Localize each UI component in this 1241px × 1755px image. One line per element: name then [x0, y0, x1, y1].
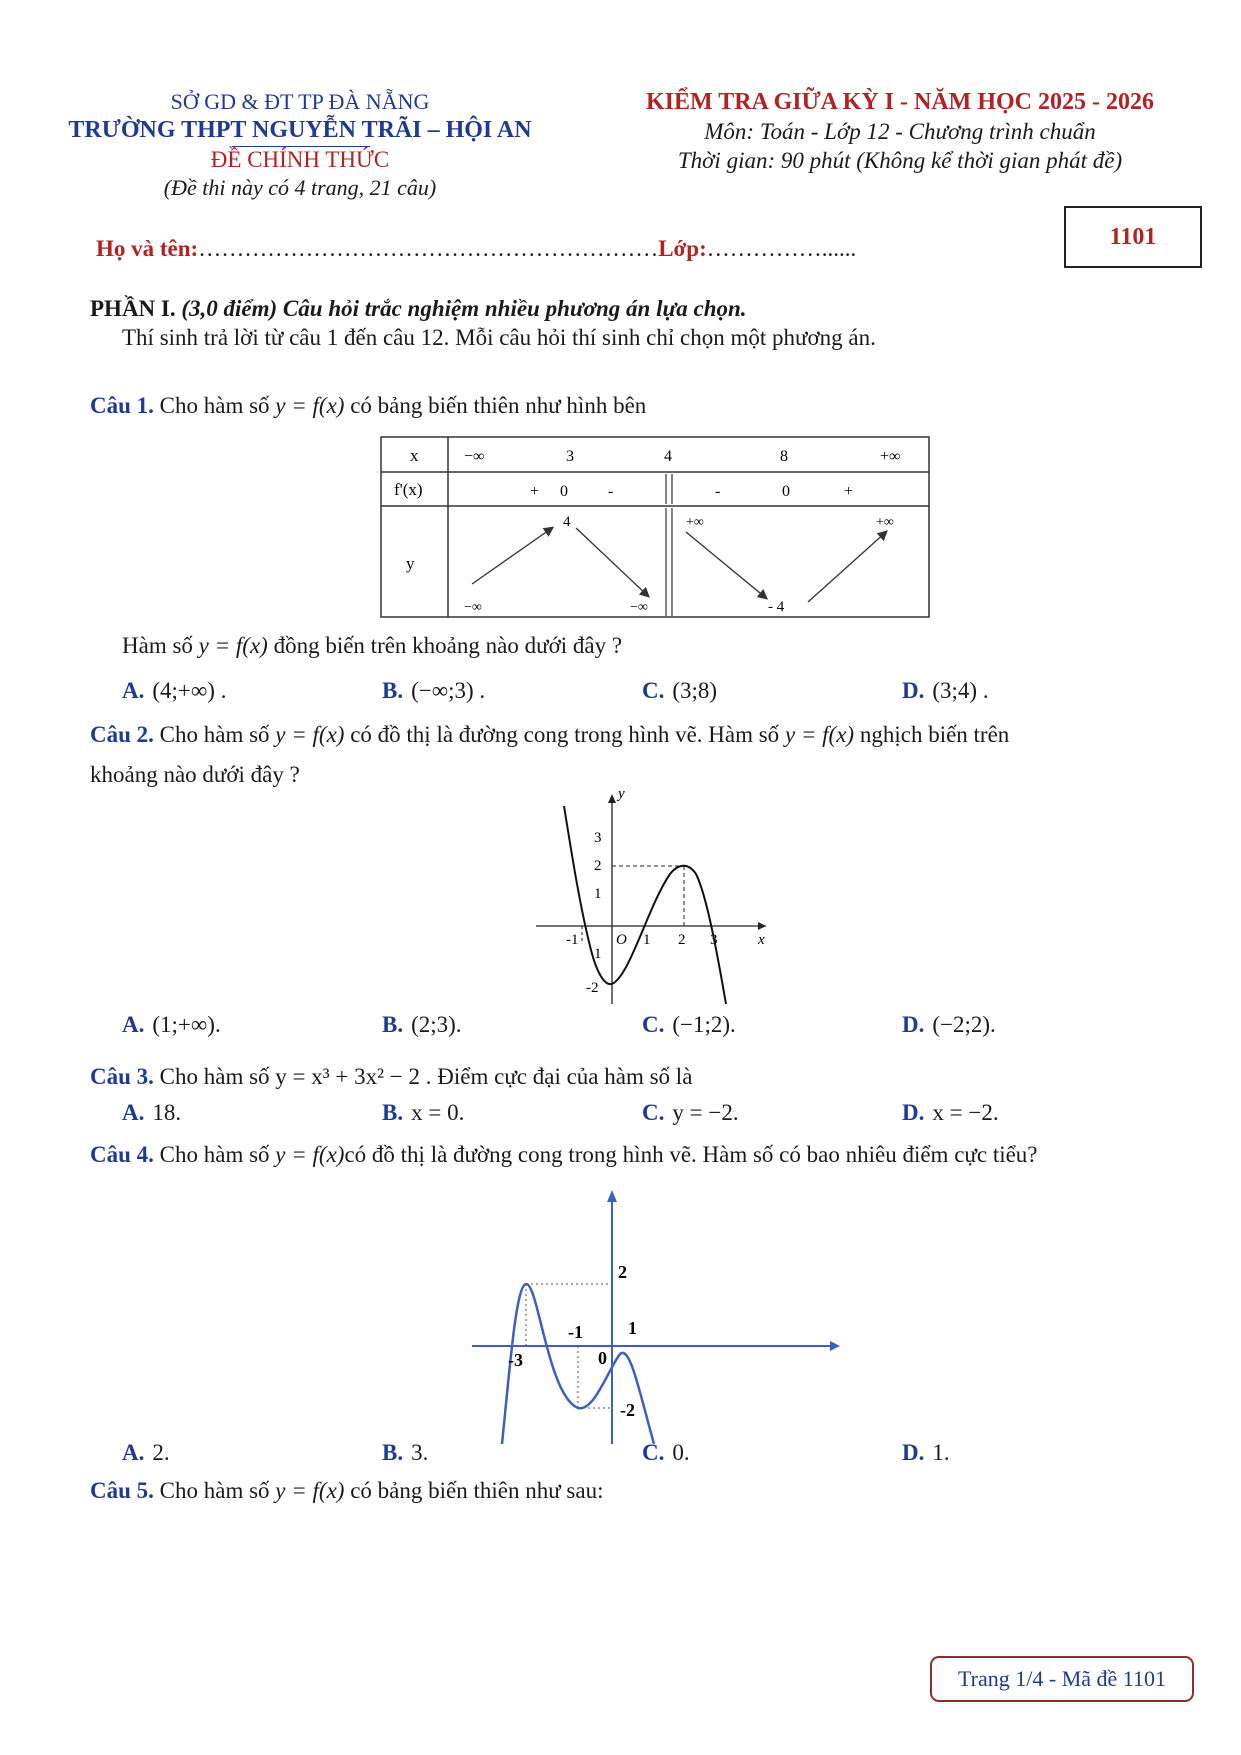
q2-tick-y-3: 3 [594, 830, 602, 846]
q2-func-1: y = f(x) [275, 722, 345, 747]
q3-post: . Điểm cực đại của hàm số là [425, 1064, 693, 1089]
vt-arrow-down-1 [576, 528, 648, 596]
q3-formula: y = x³ + 3x² − 2 [275, 1064, 421, 1089]
q2-option-d[interactable]: D. (−2;2). [902, 1012, 996, 1037]
q1-ask-pre: Hàm số [122, 633, 193, 658]
q3-option-a[interactable]: A. 18. [122, 1100, 182, 1125]
q4-option-b[interactable]: B. 3. [382, 1440, 429, 1465]
q1-option-b[interactable]: B. (−∞;3) . [382, 678, 486, 703]
exam-title: KIỂM TRA GIỮA KỲ I - NĂM HỌC 2025 - 2026 [645, 89, 1154, 115]
q1-option-d[interactable]: D. (3;4) . [902, 678, 989, 703]
q4-y-arrow [607, 1190, 617, 1202]
vt-y-label: y [406, 554, 415, 573]
q1-variation-table [380, 436, 930, 618]
official-label: ĐỀ CHÍNH THỨC [210, 147, 390, 172]
vt-arrow-up-2 [808, 532, 886, 602]
q5-number: Câu 5. [90, 1478, 154, 1503]
question-2 [90, 722, 1190, 748]
q1-pre: Cho hàm số [159, 393, 270, 418]
q4-label-neg1: -1 [568, 1322, 583, 1342]
q3-option-c[interactable]: C. y = −2. [642, 1100, 739, 1125]
q4-post: có đồ thị là đường cong trong hình vẽ. Hàm số có bao nhiêu điểm cực tiểu? [344, 1142, 1038, 1167]
q3-option-d[interactable]: D. x = −2. [902, 1100, 999, 1125]
name-dots: …………………………………………………… [198, 236, 659, 261]
name-label: Họ và tên: [96, 236, 199, 261]
student-info-line [96, 236, 856, 262]
q2-tick-x-2: 2 [678, 932, 686, 948]
q4-number: Câu 4. [90, 1142, 154, 1167]
vt-x-1: 3 [566, 448, 574, 465]
q2-func-2: y = f(x) [784, 722, 855, 747]
q2-y-arrow [608, 794, 616, 803]
q1-option-a[interactable]: A. (4;+∞) . [122, 678, 227, 703]
q2-tick-x-3: 3 [710, 932, 718, 948]
q4-pre: Cho hàm số [159, 1142, 270, 1167]
vt-y-min: - 4 [768, 599, 785, 615]
pages-note: (Đề thi này có 4 trang, 21 câu) [163, 175, 437, 200]
q4-x-arrow [830, 1341, 840, 1351]
q2-tick-y-neg2: -2 [586, 980, 599, 996]
q4-option-d[interactable]: D. 1. [902, 1440, 950, 1465]
q2-number: Câu 2. [90, 722, 154, 747]
vt-fp-2: - [608, 483, 614, 500]
question-3 [90, 1064, 692, 1090]
question-1 [90, 393, 646, 419]
q5-func: y = f(x) [275, 1478, 345, 1503]
vt-fp-4: 0 [782, 483, 790, 500]
class-dots: ……………...... [706, 236, 857, 261]
vt-y-pos-inf-right: +∞ [876, 515, 894, 530]
header-right [610, 88, 1190, 175]
dept-name: SỞ GD & ĐT TP ĐÀ NẴNG [170, 89, 430, 114]
class-label: Lớp: [658, 236, 707, 261]
q2-post: nghịch biến trên [859, 722, 1010, 747]
q2-y-label: y [618, 786, 625, 802]
q2-mid: có đồ thị là đường cong trong hình vẽ. Hàm số [350, 722, 780, 747]
time-line: Thời gian: 90 phút (Không kể thời gian phát đề) [677, 148, 1123, 173]
q5-post: có bảng biến thiên như sau: [350, 1478, 604, 1503]
q2-tick-y-neg1: 1 [594, 946, 602, 962]
q1-ask [122, 633, 622, 659]
page-footer: Trang 1/4 - Mã đề 1101 [930, 1656, 1194, 1702]
q4-label-0: 0 [598, 1348, 607, 1368]
vt-arrow-down-2 [686, 532, 766, 598]
q2-option-a[interactable]: A. (1;+∞). [122, 1012, 221, 1037]
q2-graph [530, 786, 780, 1006]
part1-label: PHẦN I. [90, 296, 176, 321]
question-4 [90, 1142, 1038, 1168]
q2-origin: O [616, 932, 627, 948]
q1-ask-text: đồng biến trên khoảng nào dưới đây ? [273, 633, 623, 658]
q1-func: y = f(x) [275, 393, 345, 418]
q2-x-label: x [758, 932, 765, 948]
q2-tick-x-1: 1 [643, 932, 651, 948]
vt-fp-3: - [715, 483, 721, 500]
exam-code-box: 1101 [1064, 206, 1202, 268]
q3-number: Câu 3. [90, 1064, 154, 1089]
vt-x-label: x [410, 446, 419, 465]
q1-post: có bảng biến thiên như hình bên [350, 393, 647, 418]
q5-pre: Cho hàm số [159, 1478, 270, 1503]
q2-pre: Cho hàm số [159, 722, 270, 747]
vt-arrow-up-1 [472, 528, 552, 584]
q2-curve [564, 806, 726, 1004]
q2-tick-x-neg1: -1 [566, 932, 579, 948]
vt-fp-0: + [530, 483, 540, 500]
vt-x-0: −∞ [464, 448, 485, 465]
q1-option-c[interactable]: C. (3;8) [642, 678, 718, 703]
vt-y-neg-inf-left: −∞ [464, 600, 482, 615]
part1-instruction: Thí sinh trả lời từ câu 1 đến câu 12. Mỗi câu hỏi thí sinh chỉ chọn một phương án. [122, 325, 876, 350]
q4-option-c[interactable]: C. 0. [642, 1440, 690, 1465]
subject-line: Môn: Toán - Lớp 12 - Chương trình chuẩn [704, 119, 1096, 144]
q4-func: y = f(x) [275, 1142, 345, 1167]
vt-fp-label: f'(x) [394, 480, 423, 499]
q2-x-arrow [758, 922, 766, 930]
vt-x-4: +∞ [880, 448, 901, 465]
q2-line2: khoảng nào dưới đây ? [90, 762, 300, 787]
vt-y-pos-inf-left: +∞ [686, 515, 704, 530]
q3-pre: Cho hàm số [159, 1064, 270, 1089]
q4-label-1: 1 [628, 1318, 637, 1338]
header-left [60, 88, 540, 202]
q1-ask-func: y = f(x) [198, 633, 268, 658]
q4-label-2: 2 [618, 1262, 627, 1282]
vt-y-max: 4 [563, 514, 571, 530]
part1-desc: (3,0 điểm) Câu hỏi trắc nghiệm nhiều phương án lựa chọn. [181, 296, 747, 321]
q2-option-b[interactable]: B. (2;3). [382, 1012, 462, 1037]
q1-number: Câu 1. [90, 393, 154, 418]
q4-label-neg2: -2 [620, 1400, 635, 1420]
q2-tick-y-1: 1 [594, 886, 602, 902]
vt-y-neg-inf-right: −∞ [630, 600, 648, 615]
q2-option-c[interactable]: C. (−1;2). [642, 1012, 736, 1037]
q2-tick-y-2: 2 [594, 858, 602, 874]
vt-x-2: 4 [664, 448, 672, 465]
q4-option-a[interactable]: A. 2. [122, 1440, 170, 1465]
vt-fp-5: + [844, 483, 854, 500]
part1-title [90, 296, 747, 322]
q3-option-b[interactable]: B. x = 0. [382, 1100, 465, 1125]
q4-graph [468, 1186, 848, 1446]
school-name: TRƯỜNG THPT NGUYỄN TRÃI – HỘI AN [68, 117, 532, 143]
vt-fp-1: 0 [560, 483, 568, 500]
q4-label-neg3: -3 [508, 1350, 523, 1370]
school-underline [232, 146, 370, 147]
question-5 [90, 1478, 603, 1504]
vt-x-3: 8 [780, 448, 788, 465]
